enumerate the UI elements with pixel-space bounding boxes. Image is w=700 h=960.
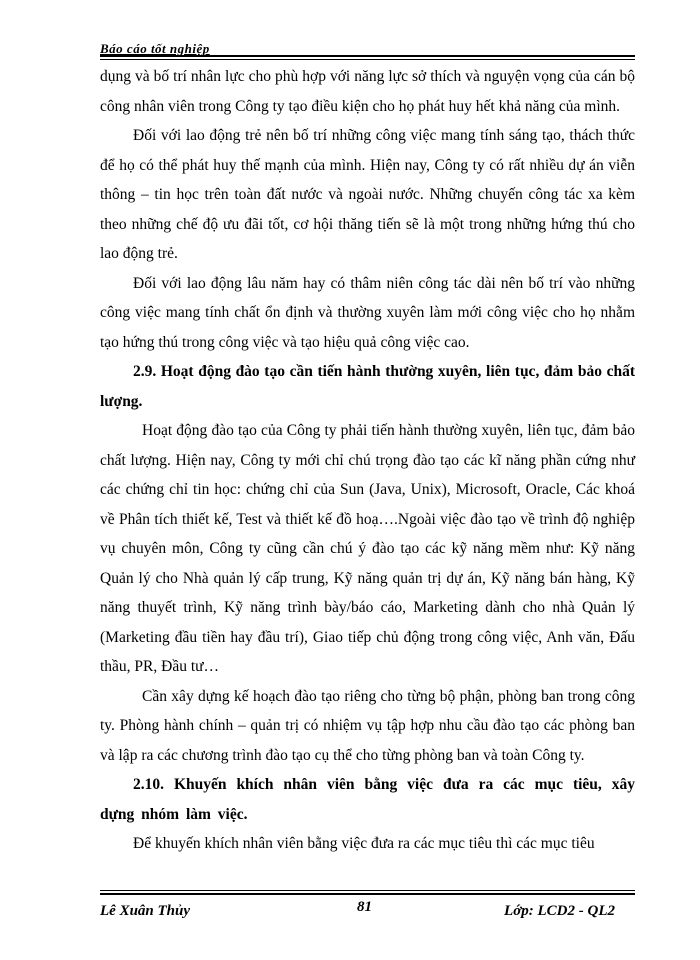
header-divider-thin: [100, 59, 635, 60]
footer-class-label: Lớp: LCD2 - QL2: [504, 903, 615, 919]
header-title: Báo cáo tốt nghiệp: [100, 41, 210, 56]
page-header: [100, 40, 635, 56]
section-heading-2-10: 2.10. Khuyến khích nhân viên bằng việc đưa ra các mục tiêu, xây dựng nhóm làm việc.: [100, 776, 635, 823]
paragraph-training-plan: Cần xây dựng kế hoạch đào tạo riêng cho từng bộ phận, phòng ban trong công ty. Phòng hành chính – quản trị có nhiệm vụ tập hợp nhu cầu đào tạo các phòng ban và lập ra các chương trình đào tạo cụ thể cho từng phòng ban và toàn Công ty.: [100, 687, 635, 764]
page-number: 81: [357, 899, 372, 915]
paragraph-continued: dụng và bố trí nhân lực cho phù hợp với năng lực sở thích và nguyện vọng của cán bộ công nhân viên trong Công ty tạo điều kiện cho họ phát huy hết khả năng của mình.: [100, 68, 635, 115]
paragraph-senior-workers: Đối với lao động lâu năm hay có thâm niên công tác dài nên bố trí vào những công việc mang tính chất ổn định và thường xuyên làm mới công việc cho họ nhằm tạo hứng thú trong công việc và tạo hiệu quả công việc cao.: [100, 274, 635, 351]
paragraph-training: Hoạt động đào tạo của Công ty phải tiến hành thường xuyên, liên tục, đảm bảo chất lượng. Hiện nay, Công ty mới chỉ chú trọng đào tạo các kĩ năng phần cứng như các chứng chỉ tin học: chứng chỉ của Sun (Java, Unix), Microsoft, Oracle, Các khoá về Phân tích thiết kế, Test và thiết kế đồ hoạ….Ngoài việc đào tạo về trình độ nghiệp vụ chuyên môn, Công ty cũng cần chú ý đào tạo các kỹ năng mềm như: Kỹ năng Quản lý cho Nhà quản lý cấp trung, Kỹ năng quản trị dự án, Kỹ năng bán hàng, Kỹ năng thuyết trình, Kỹ năng trình bày/báo cáo, Marketing dành cho nhà Quản lý (Marketing đầu tiền hay đầu trí), Giao tiếp chủ động trong công việc, Anh văn, Đấu thầu, PR, Đầu tư…: [100, 422, 635, 675]
footer-divider: [100, 893, 635, 895]
footer-author: Lê Xuân Thủy: [100, 903, 191, 919]
header-divider: [100, 55, 635, 57]
section-heading-2-9: 2.9. Hoạt động đào tạo cần tiến hành thường xuyên, liên tục, đảm bảo chất lượng.: [100, 363, 635, 410]
footer-divider-thin: [100, 890, 635, 891]
page-body: [100, 62, 635, 859]
paragraph-motivation: Để khuyến khích nhân viên bằng việc đưa ra các mục tiêu thì các mục tiêu: [133, 835, 595, 852]
paragraph-young-workers: Đối với lao động trẻ nên bố trí những công việc mang tính sáng tạo, thách thức để họ có thể phát huy thế mạnh của mình. Hiện nay, Công ty có rất nhiều dự án viễn thông – tin học trên toàn đất nước và ngoài nước. Những chuyến công tác xa kèm theo những chế độ ưu đãi tốt, cơ hội thăng tiến sẽ là một trong những hứng thú cho lao động trẻ.: [100, 127, 635, 262]
page-footer: [100, 900, 635, 922]
